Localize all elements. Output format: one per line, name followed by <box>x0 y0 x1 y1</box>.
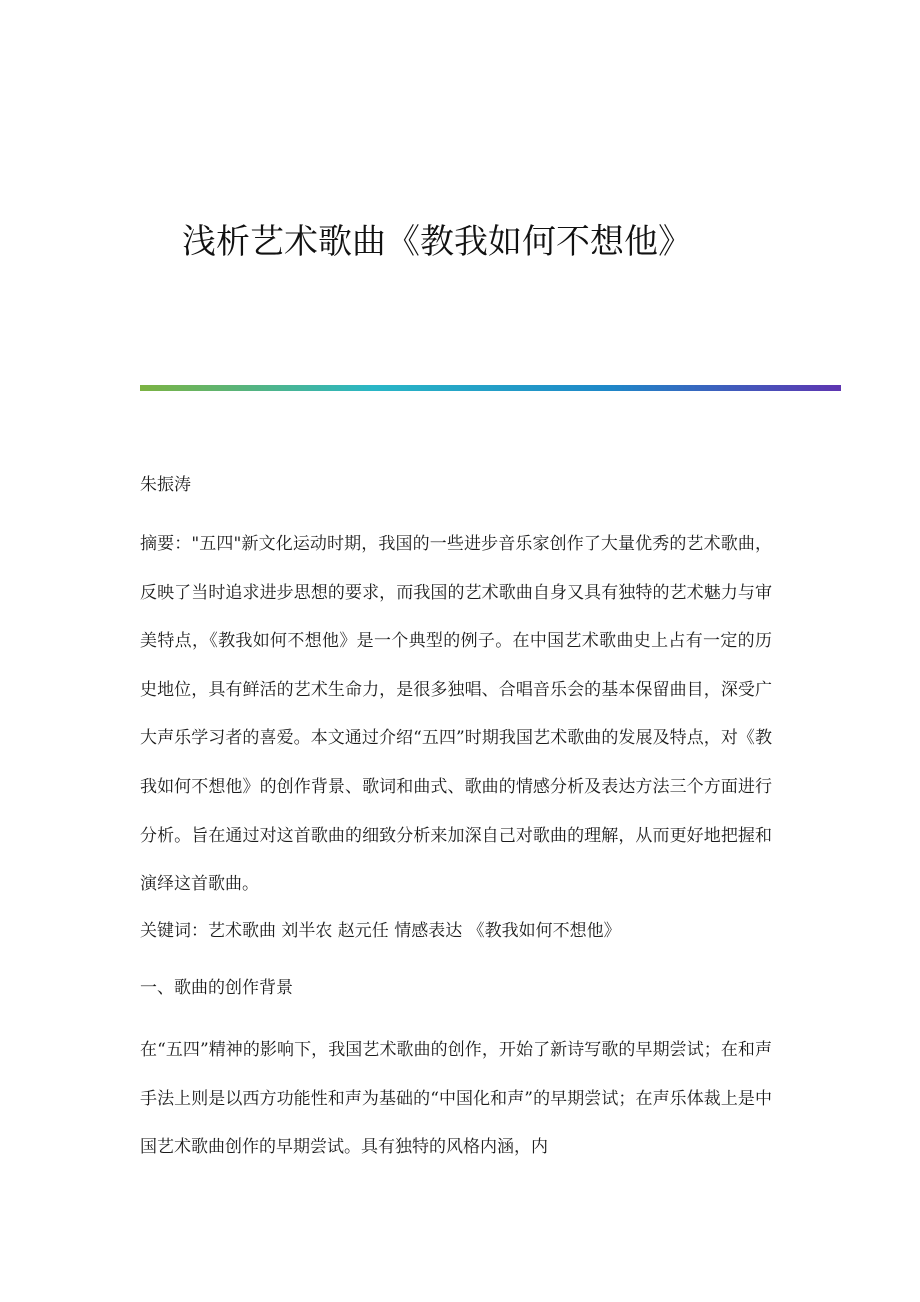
author-name: 朱振涛 <box>140 475 191 495</box>
abstract-paragraph: 摘要："五四"新文化运动时期，我国的一些进步音乐家创作了大量优秀的艺术歌曲，反映了当时追求进步思想的要求，而我国的艺术歌曲自身又具有独特的艺术魅力与审美特点，《教我如何不想他》是一个典型的例子。在中国艺术歌曲史上占有一定的历史地位，具有鲜活的艺术生命力，是很多独唱、合唱音乐会的基本保留曲目，深受广大声乐学习者的喜爱。本文通过介绍“五四”时期我国艺术歌曲的发展及特点，对《教我如何不想他》的创作背景、歌词和曲式、歌曲的情感分析及表达方法三个方面进行分析。旨在通过对这首歌曲的细致分析来加深自己对歌曲的理解，从而更好地把握和演绎这首歌曲。 <box>140 534 772 895</box>
title-divider <box>140 385 841 391</box>
keywords-line: 关键词：艺术歌曲 刘半农 赵元任 情感表达 《教我如何不想他》 <box>140 921 621 941</box>
body-paragraph: 在“五四”精神的影响下，我国艺术歌曲的创作，开始了新诗写歌的早期尝试；在和声手法上则是以西方功能性和声为基础的“中国化和声”的早期尝试；在声乐体裁上是中国艺术歌曲创作的早期尝试。具有独特的风格内涵，内 <box>140 1040 772 1158</box>
section-heading: 一、歌曲的创作背景 <box>140 978 293 998</box>
document-title: 浅析艺术歌曲《教我如何不想他》 <box>182 222 692 262</box>
